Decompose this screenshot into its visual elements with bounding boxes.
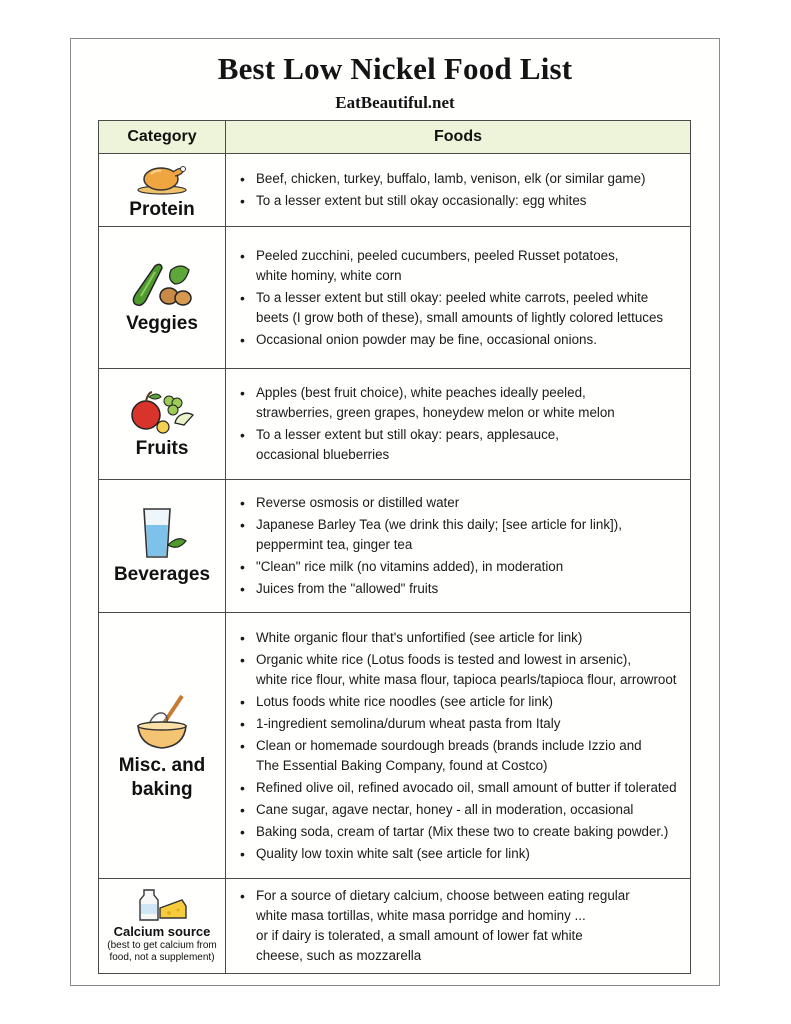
food-item [234, 246, 684, 286]
table-row [99, 369, 691, 480]
category-cell [99, 879, 226, 974]
mixing-bowl-whisk-icon [132, 690, 192, 752]
food-item-text: beets (I grow both of these), small amounts of lightly colored lettuces [256, 309, 664, 325]
food-item-text: • Organic white rice (Lotus foods is tested and lowest in arsenic), [256, 651, 632, 667]
food-item-text: • To a lesser extent but still okay occasionally: egg whites [256, 193, 587, 208]
food-list [234, 383, 684, 465]
table-row [99, 227, 691, 369]
food-item [234, 191, 684, 211]
food-item-text: • For a source of dietary calcium, choose between eating regular [256, 888, 630, 903]
food-item-text: peppermint tea, ginger tea [256, 537, 413, 552]
table-row [99, 613, 691, 879]
document-page [70, 38, 720, 986]
food-item-text: • 1-ingredient semolina/durum wheat pasta from Italy [256, 715, 561, 731]
food-item-text: white hominy, white corn [256, 267, 402, 283]
food-item [234, 714, 684, 734]
food-list [234, 493, 684, 599]
category-label: Veggies [126, 312, 198, 334]
foods-cell [226, 227, 691, 369]
food-item-text: • "Clean" rice milk (no vitamins added), in moderation [256, 559, 564, 574]
food-item-text: • Peeled zucchini, peeled cucumbers, peeled Russet potatoes, [256, 247, 619, 263]
food-item [234, 330, 684, 350]
food-item-text: • White organic flour that's unfortified (see article for link) [256, 629, 583, 645]
category-note: (best to get calcium from food, not a supplement) [107, 940, 217, 963]
foods-cell [226, 613, 691, 879]
food-item-text: • Baking soda, cream of tartar (Mix these two to create baking powder.) [256, 823, 669, 839]
table-row [99, 154, 691, 227]
food-list [234, 246, 684, 350]
page-title: Best Low Nickel Food List [217, 51, 573, 86]
food-item [234, 650, 684, 690]
food-item-text: or if dairy is tolerated, a small amount of lower fat white [256, 928, 583, 943]
food-item-text: • Beef, chicken, turkey, buffalo, lamb, venison, elk (or similar game) [256, 171, 646, 186]
food-item [234, 778, 684, 798]
category-label: Beverages [113, 564, 211, 585]
food-item [234, 579, 684, 599]
food-item [234, 515, 684, 555]
category-cell [99, 227, 226, 369]
food-item-text: The Essential Baking Company, found at Costco) [256, 757, 548, 773]
food-item-text: white masa tortillas, white masa porridge and hominy ... [256, 908, 586, 923]
food-item-text: cheese, such as mozzarella [256, 948, 422, 963]
food-item-text: • Cane sugar, agave nectar, honey - all in moderation, occasional [256, 801, 634, 817]
category-cell [99, 369, 226, 480]
food-item-text: • Reverse osmosis or distilled water [256, 495, 460, 510]
header-foods: Foods [226, 121, 691, 154]
food-item [234, 557, 684, 577]
foods-cell [226, 369, 691, 480]
table-row [99, 879, 691, 974]
food-item [234, 383, 684, 423]
food-item [234, 169, 684, 189]
table-row [99, 480, 691, 613]
food-item-text: • Quality low toxin white salt (see article for link) [256, 845, 530, 861]
food-item [234, 692, 684, 712]
food-item-text: white rice flour, white masa flour, tapioca pearls/tapioca flour, arrowroot [256, 671, 677, 687]
category-cell [99, 613, 226, 879]
food-item-text: • Japanese Barley Tea (we drink this daily; [see article for link]), [256, 517, 622, 532]
food-item [234, 628, 684, 648]
food-item [234, 822, 684, 842]
category-cell [99, 154, 226, 227]
food-item [234, 844, 684, 864]
food-table [98, 120, 691, 974]
food-item-text: • Juices from the "allowed" fruits [256, 581, 439, 596]
roast-chicken-icon [135, 158, 189, 196]
food-item [234, 736, 684, 776]
foods-cell [226, 480, 691, 613]
vegetables-icon [129, 260, 195, 310]
table-header-row [99, 121, 691, 154]
header-category: Category [99, 121, 226, 154]
food-list [234, 886, 684, 966]
food-list [234, 628, 684, 864]
category-label: Calcium source [113, 924, 211, 939]
milk-cheese-icon [136, 888, 188, 922]
food-item-text: • Apples (best fruit choice), white peaches ideally peeled, [256, 385, 586, 400]
fruits-icon [129, 387, 195, 435]
foods-cell [226, 154, 691, 227]
category-label: Misc. and baking [118, 754, 206, 800]
food-item-text: • Occasional onion powder may be fine, occasional onions. [256, 331, 597, 347]
food-item [234, 800, 684, 820]
food-item [234, 886, 684, 966]
water-glass-icon [134, 505, 190, 561]
foods-cell [226, 879, 691, 974]
food-item [234, 493, 684, 513]
food-item-text: strawberries, green grapes, honeydew melon or white melon [256, 405, 615, 420]
food-item [234, 425, 684, 465]
food-list [234, 169, 684, 211]
food-item-text: • To a lesser extent but still okay: pears, applesauce, [256, 427, 559, 442]
food-item-text: • To a lesser extent but still okay: peeled white carrots, peeled white [256, 289, 649, 305]
category-cell [99, 480, 226, 613]
food-item-text: occasional blueberries [256, 447, 390, 462]
food-item-text: • Lotus foods white rice noodles (see article for link) [256, 693, 553, 709]
food-item-text: • Refined olive oil, refined avocado oil, small amount of butter if tolerated [256, 779, 677, 795]
category-label: Fruits [135, 438, 189, 459]
page-subtitle: EatBeautiful.net [335, 93, 455, 112]
food-item [234, 288, 684, 328]
category-label: Protein [129, 199, 195, 220]
food-item-text: • Clean or homemade sourdough breads (brands include Izzio and [256, 737, 642, 753]
